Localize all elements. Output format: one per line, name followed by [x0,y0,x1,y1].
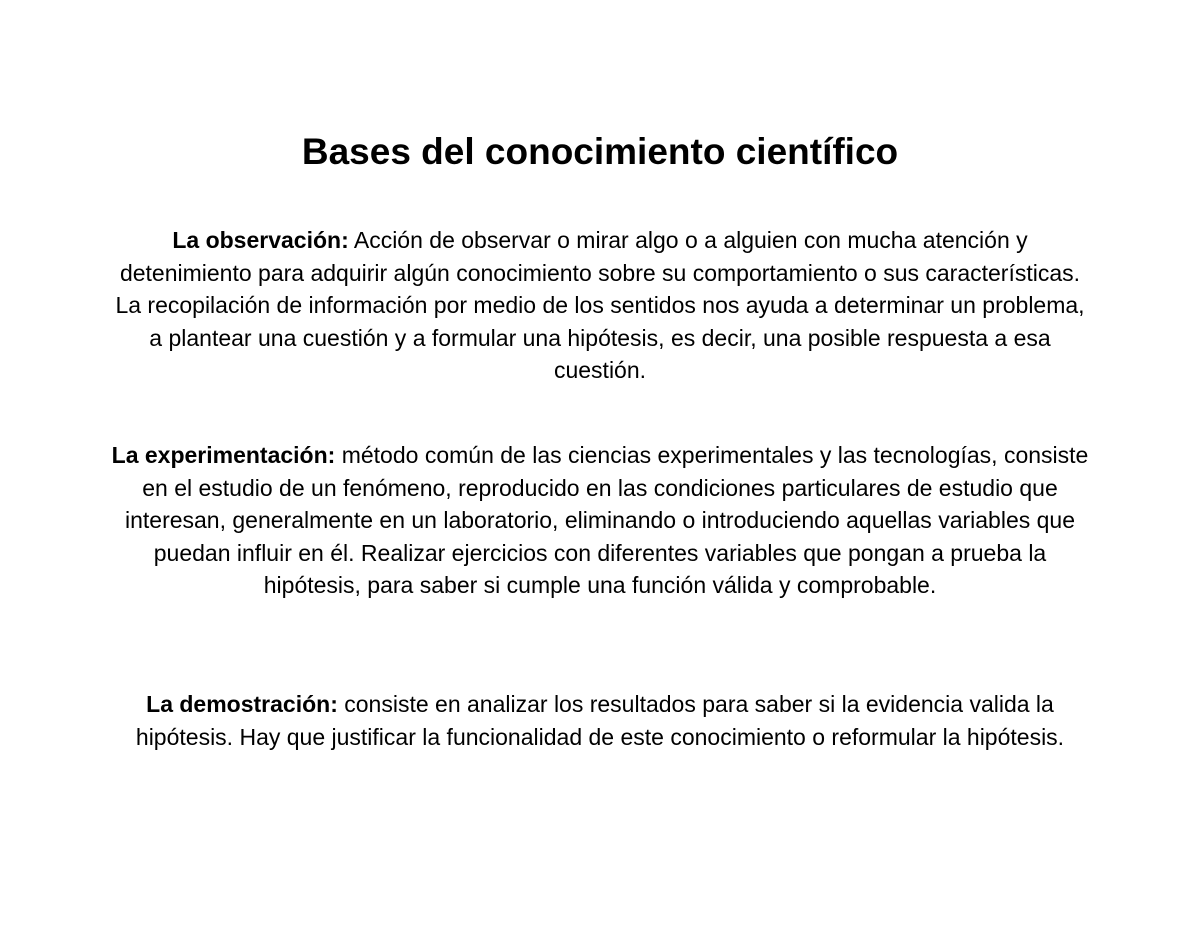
section-term-observacion: La observación: [172,227,349,253]
section-observacion [106,224,1094,387]
section-text-observacion: Acción de observar o mirar algo o a alguien con mucha atención y detenimiento para adquirir algún conocimiento sobre su comportamiento o sus características. La recopilación de información por medio de los sentidos nos ayuda a determinar un problema, a plantear una cuestión y a formular una hipótesis, es decir, una posible respuesta a esa cuestión. [115,227,1085,383]
page-title: Bases del conocimiento científico [301,131,899,172]
section-term-experimentacion: La experimentación: [111,442,336,468]
section-demostracion [130,688,1070,753]
section-text-experimentacion: método común de las ciencias experimentales y las tecnologías, consiste en el estudio de un fenómeno, reproducido en las condiciones particulares de estudio que interesan, generalmente en un laboratorio, eliminando o introduciendo aquellas variables que puedan influir en él. Realizar ejercicios con diferentes variables que pongan a prueba la hipótesis, para saber si cumple una función válida y comprobable. [124,442,1089,598]
section-experimentacion [110,439,1090,602]
section-term-demostracion: La demostración: [146,691,338,717]
section-text-demostracion: consiste en analizar los resultados para saber si la evidencia valida la hipótesis. Hay que justificar la funcionalidad de este conocimiento o reformular la hipótesis. [135,691,1065,750]
